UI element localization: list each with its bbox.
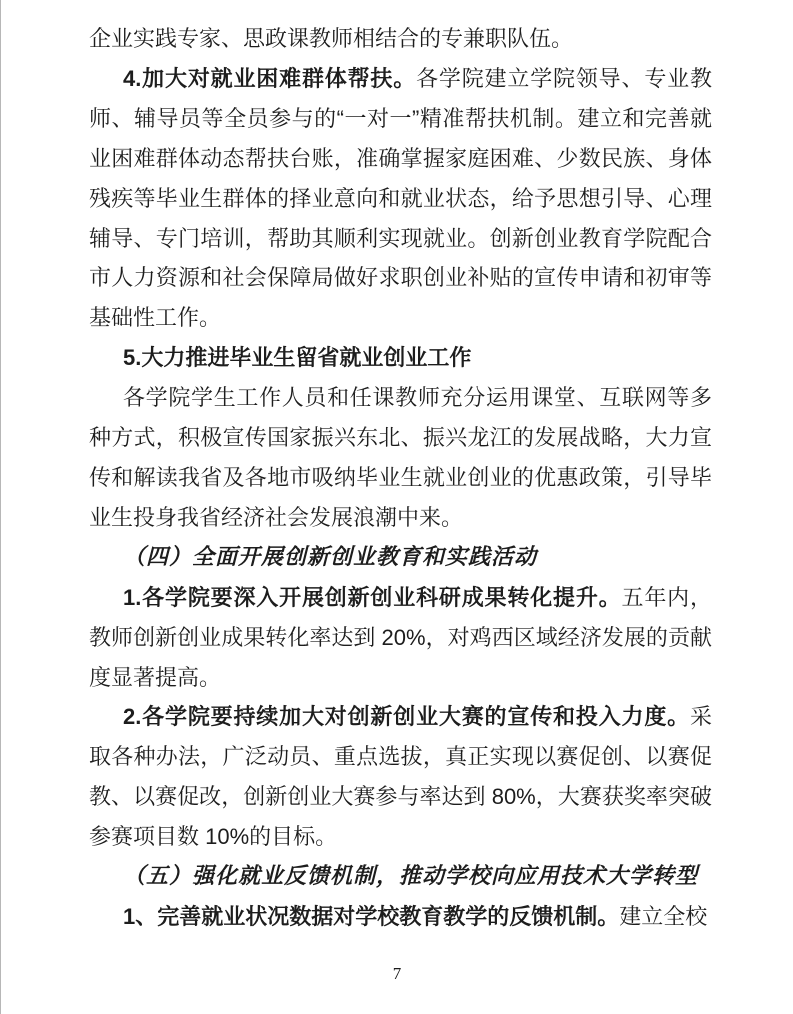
para-item-2-competition [89,697,712,857]
para-item-4-difficult-groups [89,59,712,338]
para-province-promotion-text: 各学院学生工作人员和任课教师充分运用课堂、互联网等多种方式，积极宣传国家振兴东北、振兴龙江的发展战略，大力宣传和解读我省及各地市吸纳毕业生就业创业的优惠政策，引导毕业生投身我省经济社会发展浪潮中来。 [89,385,712,530]
para-item-1-feedback-mechanism [89,897,712,937]
heading-section-5 [89,857,712,897]
para-item-1-lead: 1.各学院要深入开展创新创业科研成果转化提升。 [123,584,622,610]
para-continuation [89,19,712,59]
heading-section-4 [89,538,712,578]
para-item-2-text: 采取各种办法，广泛动员、重点选拔，真正实现以赛促创、以赛促教、以赛促改，创新创业大赛参与率达到 80%，大赛获奖率突破参赛项目数 10%的目标。 [89,704,712,850]
para-item-5-lead: 5.大力推进毕业生留省就业创业工作 [123,345,472,371]
para-feedback-text: 建立全校 [619,903,708,929]
para-feedback-lead: 1、完善就业状况数据对学校教育教学的反馈机制。 [123,903,620,929]
document-body [89,19,712,937]
para-item-1-text: 五年内，教师创新创业成果转化率达到 20%，对鸡西区域经济发展的贡献度显著提高。 [89,584,712,690]
heading-section-5-text: （五）强化就业反馈机制，推动学校向应用技术大学转型 [123,863,699,890]
page-footer [1,962,793,986]
heading-section-4-text: （四）全面开展创新创业教育和实践活动 [123,543,538,570]
para-province-promotion [89,378,712,538]
para-continuation-text: 企业实践专家、思政课教师相结合的专兼职队伍。 [89,26,574,51]
para-item-1-research-transfer [89,578,712,698]
para-item-2-lead: 2.各学院要持续加大对创新创业大赛的宣传和投入力度。 [123,704,690,730]
para-item-4-lead: 4.加大对就业困难群体帮扶。 [123,65,417,91]
page-number: 7 [392,964,402,983]
para-item-4-text: 各学院建立学院领导、专业教师、辅导员等全员参与的“一对一”精准帮扶机制。建立和完善就业困难群体动态帮扶台账，准确掌握家庭困难、少数民族、身体残疾等毕业生群体的择业意向和就业状态，给予思想引导、心理辅导、专门培训，帮助其顺利实现就业。创新创业教育学院配合市人力资源和社会保障局做好求职创业补贴的宣传申请和初审等基础性工作。 [89,65,712,331]
para-item-5-stay-in-province [89,338,712,378]
